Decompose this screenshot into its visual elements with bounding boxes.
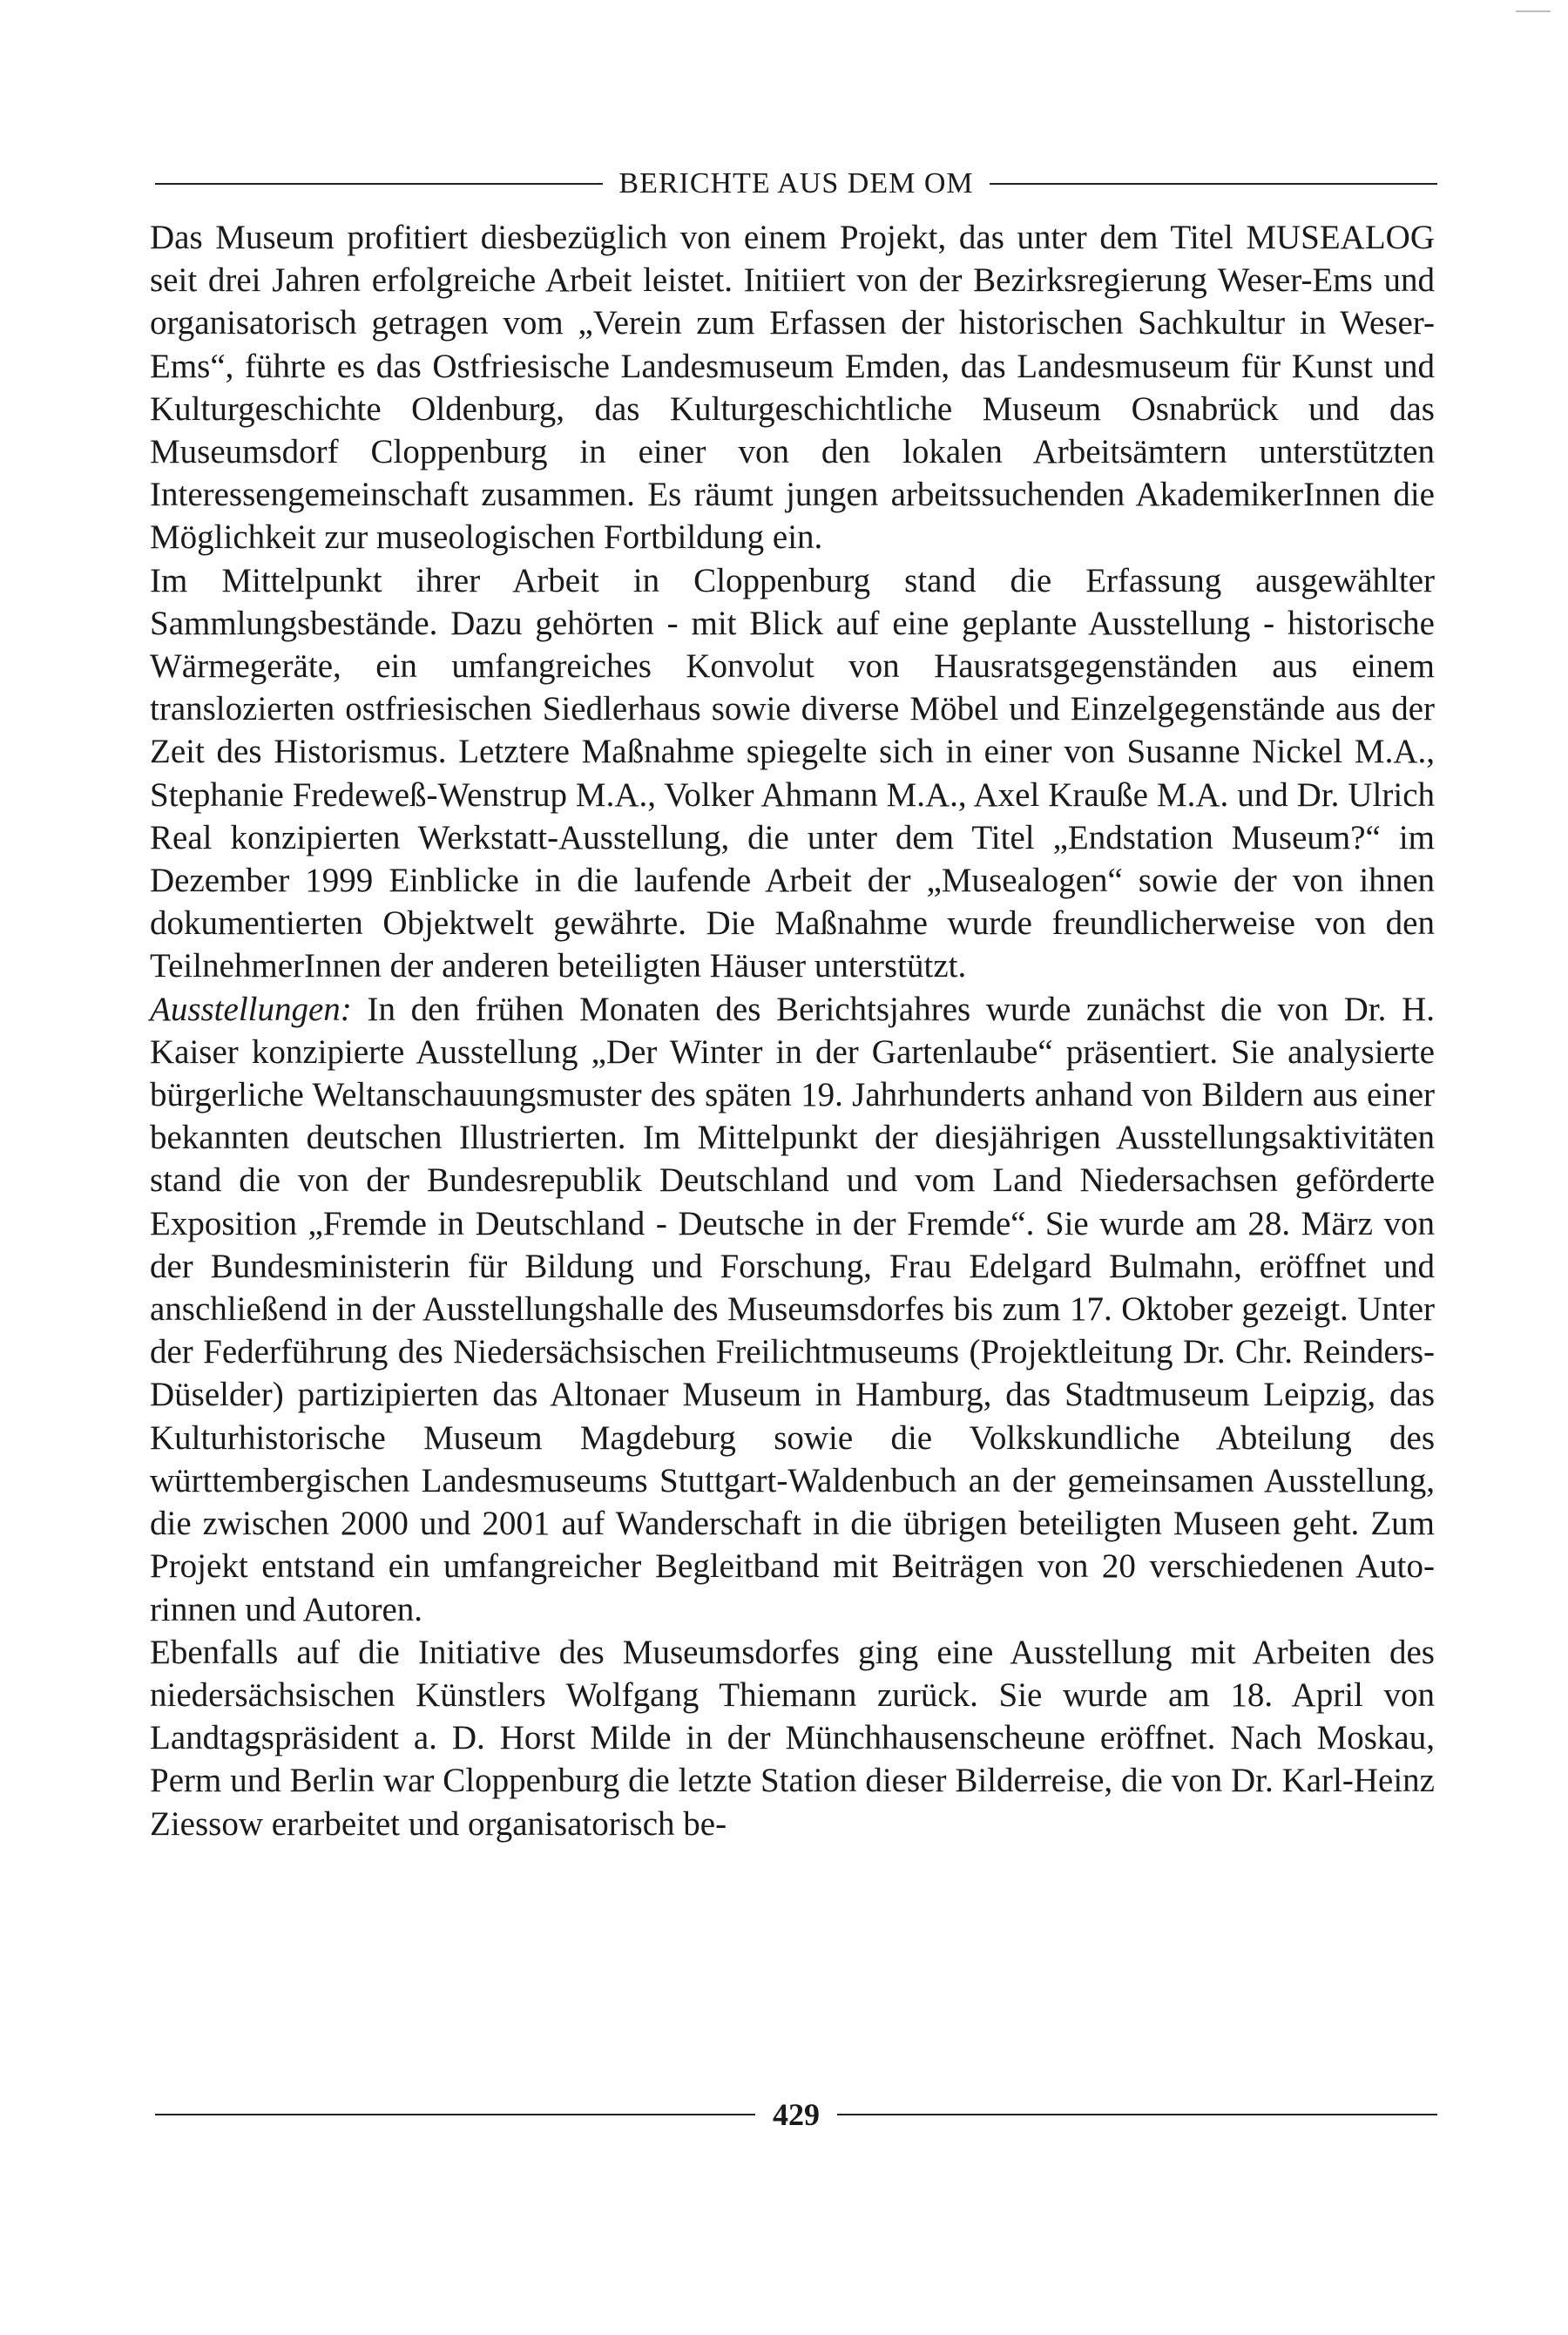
header-rule-right <box>990 183 1437 185</box>
running-header <box>155 167 1437 200</box>
footer-rule-right <box>837 2114 1437 2115</box>
paragraph-ausstellungen <box>150 988 1435 1631</box>
paragraph-cloppenburg-work: Im Mittelpunkt ihrer Arbeit in Cloppenburg stand die Erfassung ausgewählter Sammlungsbestände. Dazu gehörten - mit Blick auf eine geplante Ausstellung - historische Wärmegeräte, ein umfangreiches Konvolut von Hausratsgegenständen aus einem translozierten ostfriesischen Siedlerhaus sowie diverse Möbel und Einzelgegenstände aus der Zeit des Historismus. Letztere Maßnahme spiegelte sich in einer von Susanne Nickel M.A., Stephanie Fredeweß-Wenstrup M.A., Volker Ahmann M.A., Axel Kraußе M.A. und Dr. Ulrich Real konzipierten Werkstatt-Ausstellung, die unter dem Titel „Endstation Museum?“ im Dezember 1999 Einblicke in die laufende Arbeit der „Musealogen“ sowie der von ihnen dokumentierten Objektwelt gewährte. Die Maßnahme wurde freundlicherweise von den TeilnehmerInnen der anderen beteiligten Häuser unterstützt. <box>150 561 1435 985</box>
body-text <box>150 216 1435 1845</box>
header-rule-left <box>155 183 603 185</box>
running-title: BERICHTE AUS DEM OM <box>618 167 974 200</box>
page-footer <box>155 2096 1437 2133</box>
footer-rule-left <box>155 2114 755 2115</box>
paragraph-thiemann: Ebenfalls auf die Initiative des Museumsdorfes ging eine Ausstellung mit Arbeiten des niedersächsischen Künstlers Wolfgang Thiemann zurück. Sie wurde am 18. April von Landtagspräsident a. D. Horst Milde in der Münchhausenscheune eröffnet. Nach Moskau, Perm und Berlin war Cloppenburg die letzte Station dieser Bilderreise, die von Dr. Karl-Heinz Ziessow erarbeitet und organisatorisch be- <box>150 1633 1435 1843</box>
page-number: 429 <box>773 2097 820 2132</box>
section-lead-ausstellungen: Ausstellungen: <box>150 990 352 1028</box>
paragraph-ausstellungen-text: In den frühen Monaten des Berichtsjahres wurde zunächst die von Dr. H. Kaiser konzipierte Ausstellung „Der Winter in der Gartenlaube“ präsentiert. Sie analysierte bürgerliche Weltanschauungsmuster des späten 19. Jahrhunderts anhand von Bildern aus einer bekannten deutschen Illustrierten. Im Mittelpunkt der diesjährigen Ausstellungsaktivitäten stand die von der Bundesrepublik Deutschland und vom Land Niedersachsen geförderte Exposition „Fremde in Deutschland - Deutsche in der Fremde“. Sie wurde am 28. März von der Bundesministerin für Bildung und Forschung, Frau Edelgard Bulmahn, eröffnet und anschließend in der Ausstellungshalle des Museumsdorfes bis zum 17. Oktober gezeigt. Unter der Federführung des Niedersächsischen Freilichtmuseums (Projektleitung Dr. Chr. Reinders-Düselder) partizipierten das Altonaer Museum in Hamburg, das Stadtmuseum Leipzig, das Kulturhistorische Museum Magdeburg sowie die Volkskundliche Abteilung des württembergischen Landesmuseums Stuttgart-Waldenbuch an der gemeinsamen Ausstellung, die zwischen 2000 und 2001 auf Wanderschaft in die übrigen beteiligten Museen geht. Zum Projekt entstand ein umfangreicher Begleitband mit Beiträgen von 20 verschiedenen Autorinnen und Autoren. <box>150 990 1435 1628</box>
scan-corner-mark <box>1516 10 1551 12</box>
paragraph-musealog: Das Museum profitiert diesbezüglich von einem Projekt, das unter dem Titel MUSEALOG seit drei Jahren erfolgreiche Arbeit leistet. Initiiert von der Bezirksregierung Weser-Ems und organisatorisch getragen vom „Verein zum Erfassen der historischen Sachkultur in Weser-Ems“, führte es das Ostfriesische Landesmuseum Emden, das Landesmuseum für Kunst und Kulturgeschichte Oldenburg, das Kulturgeschichtliche Museum Osnabrück und das Museumsdorf Cloppenburg in einer von den lokalen Arbeitsämtern unterstützten Interessengemeinschaft zusammen. Es räumt jungen arbeitssuchenden AkademikerInnen die Möglichkeit zur museologischen Fortbildung ein. <box>150 219 1435 557</box>
